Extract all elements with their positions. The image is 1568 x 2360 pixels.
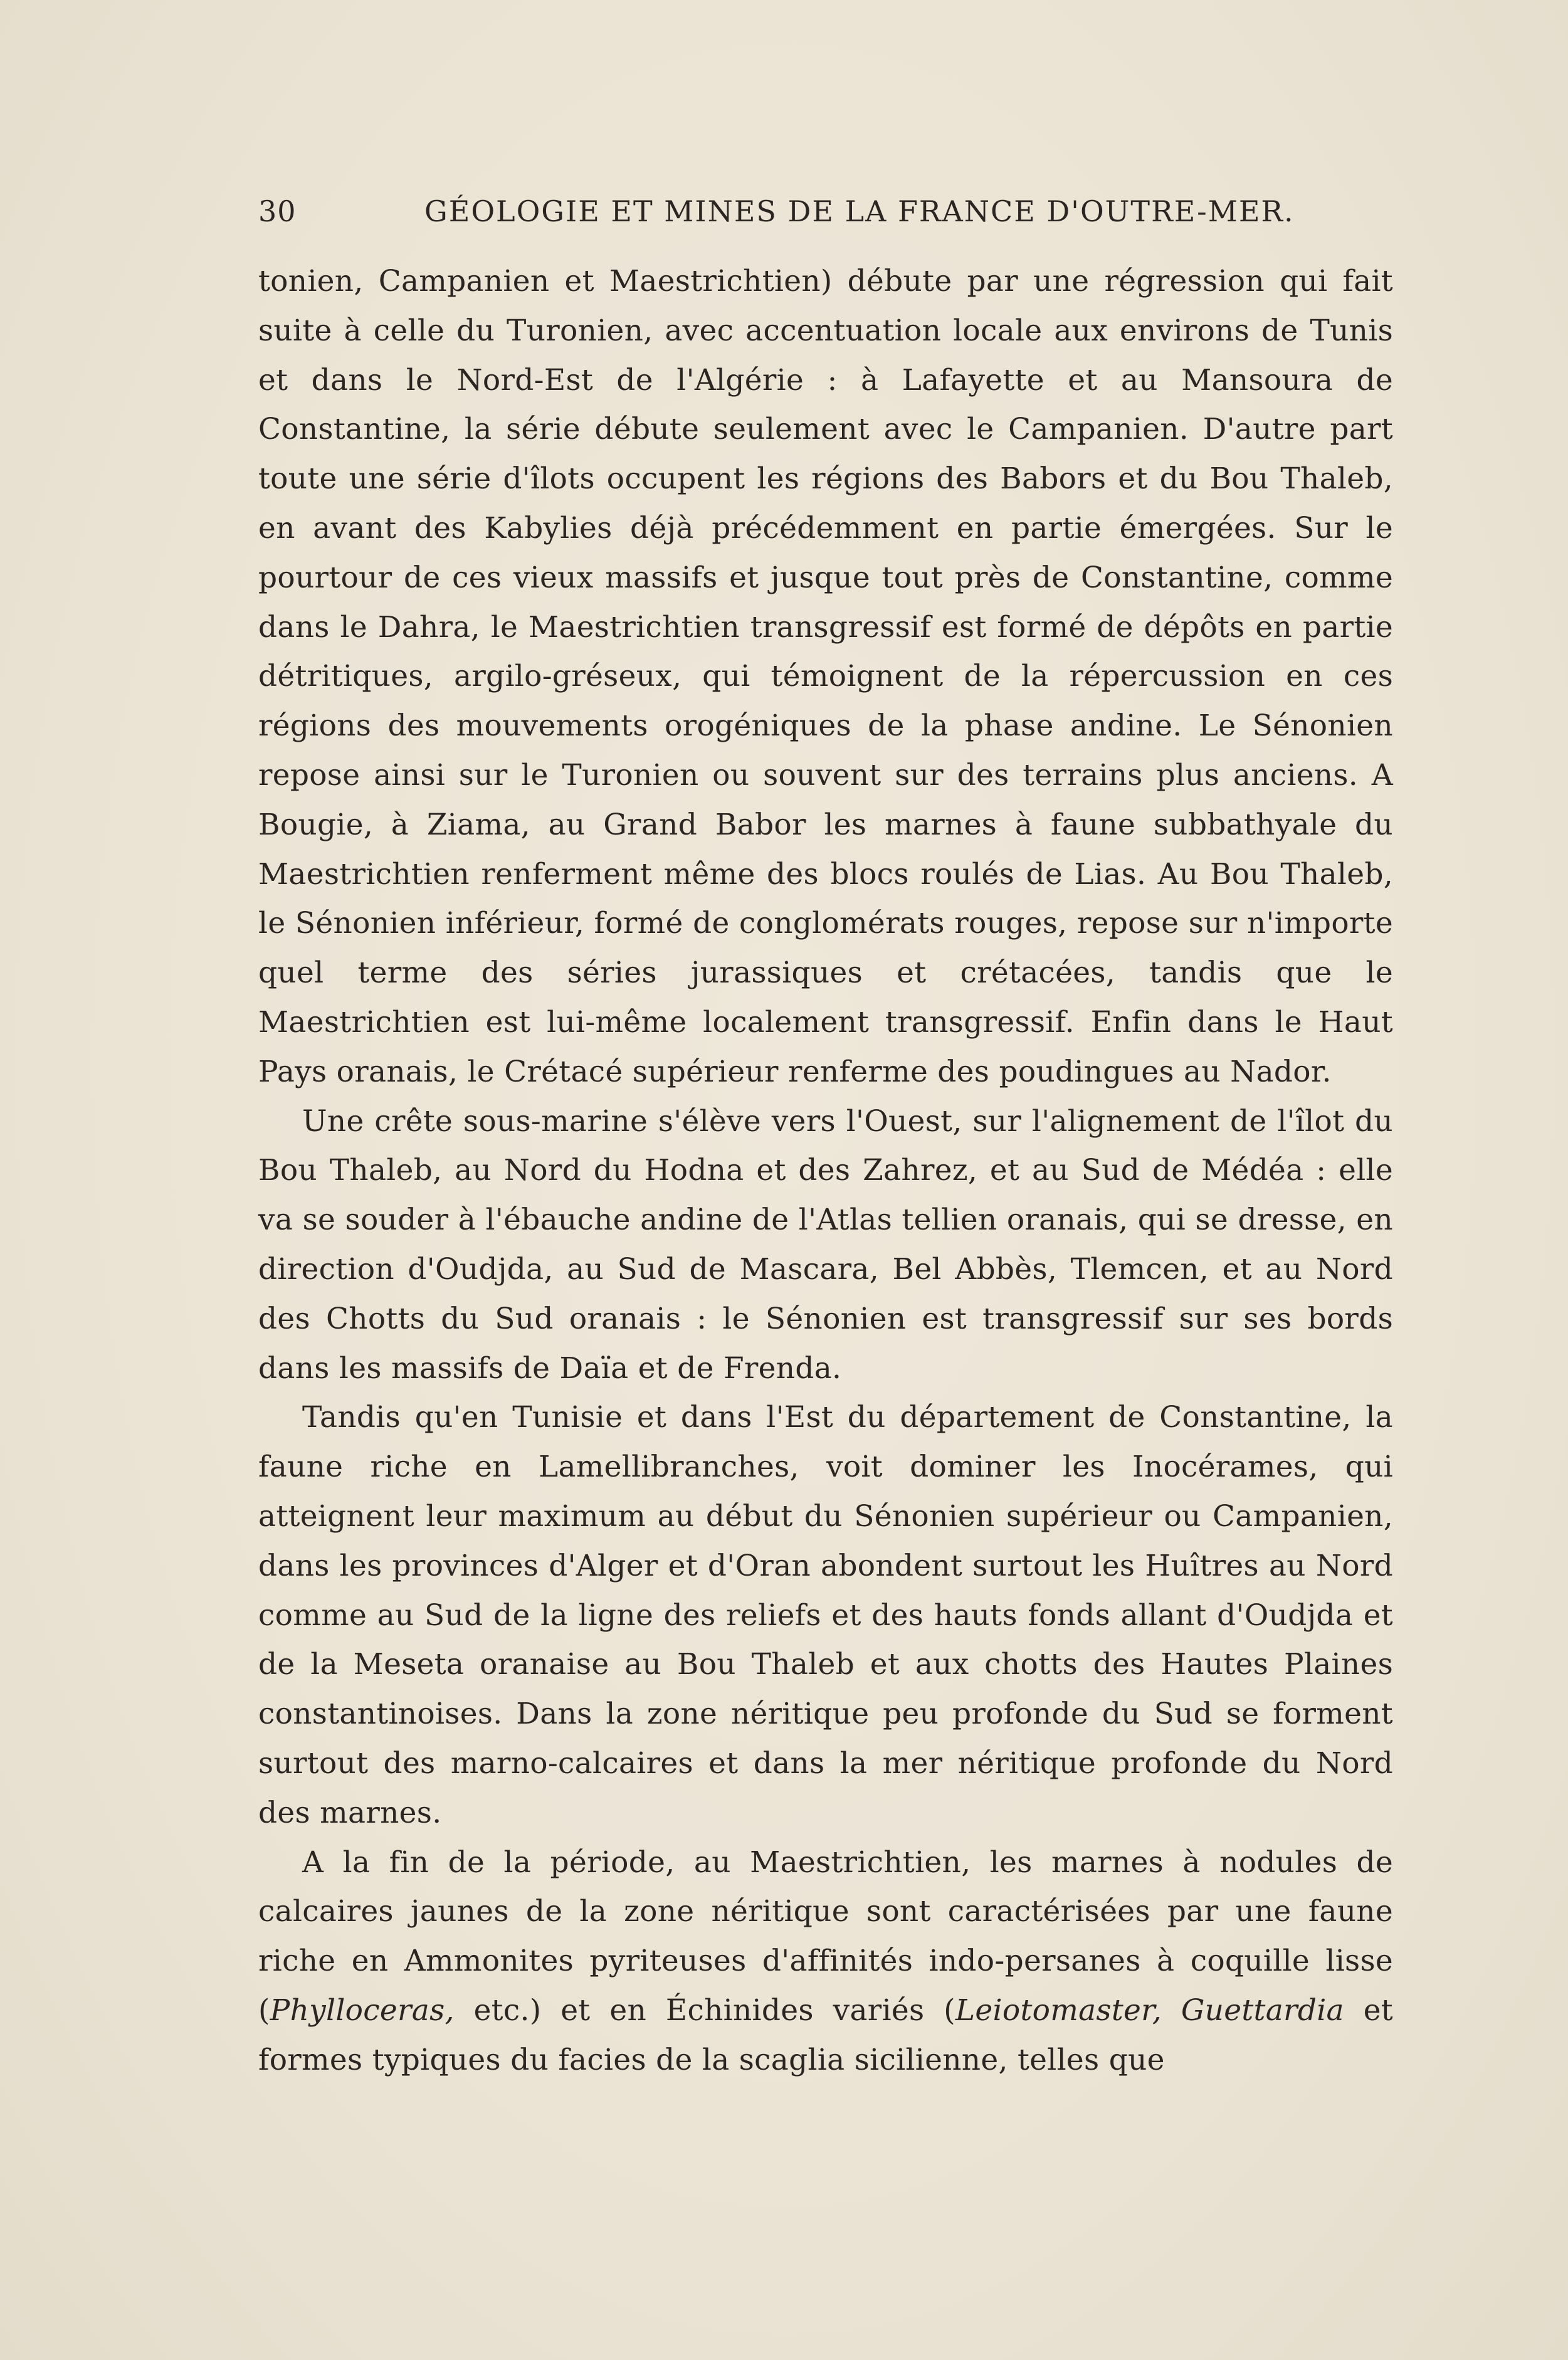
page-header [258,194,1393,238]
paragraph-3: Tandis qu'en Tunisie et dans l'Est du département de Constantine, la faune riche en Lamellibranches, voit dominer les Inocérames, qui atteignent leur maximum au début du Sénonien supérieur ou Campanien, dans les provinces d'Alger et d'Oran abondent surtout les Huîtres au Nord comme au Sud de la ligne des reliefs et des hauts fonds allant d'Oudjda et de la Meseta oranaise au Bou Thaleb et aux chotts des Hautes Plaines constantinoises. Dans la zone néritique peu profonde du Sud se forment surtout des marno-calcaires et dans la mer néritique profonde du Nord des marnes. [258,1400,1393,1830]
paragraph-4-part-1: A la fin de la période, au Maestrichtien, les marnes à nodules de calcaires jaunes de la zone néritique sont caractérisées par une faune riche en Ammonites pyriteuses d'affinités indo-persanes à coquille lisse ( [258,1845,1393,2028]
taxon-phylloceras: Phylloceras, [270,1993,455,2028]
paragraph-4-part-2: etc.) et en Échinides variés ( [454,1993,955,2028]
paragraph-4 [258,1838,1393,2085]
paragraph-4-part-3: et formes typiques du facies de la scaglia sicilienne, telles que [258,1993,1393,2077]
paragraph-1: tonien, Campanien et Maestrichtien) débute par une régression qui fait suite à celle du Turonien, avec accentuation locale aux environs de Tunis et dans le Nord-Est de l'Algérie : à Lafayette et au Mansoura de Constantine, la série débute seulement avec le Campanien. D'autre part toute une série d'îlots occupent les régions des Babors et du Bou Thaleb, en avant des Kabylies déjà précédemment en partie émergées. Sur le pourtour de ces vieux massifs et jusque tout près de Constantine, comme dans le Dahra, le Maestrichtien transgressif est formé de dépôts en partie détritiques, argilo-gréseux, qui témoignent de la répercussion en ces régions des mouvements orogéniques de la phase andine. Le Sénonien repose ainsi sur le Turonien ou souvent sur des terrains plus anciens. A Bougie, à Ziama, au Grand Babor les marnes à faune subbathyale du Maestrichtien renferment même des blocs roulés de Lias. Au Bou Thaleb, le Sénonien inférieur, formé de conglomérats rouges, repose sur n'importe quel terme des séries jurassiques et crétacées, tandis que le Maestrichtien est lui-même localement transgressif. Enfin dans le Haut Pays oranais, le Crétacé supérieur renferme des poudingues au Nador. [258,264,1393,1089]
body-text [258,257,1393,2085]
page-number: 30 [258,194,297,228]
taxon-leiotomaster-guettardia: Leiotomaster, Guettardia [955,1993,1344,2028]
paragraph-2: Une crête sous-marine s'élève vers l'Ouest, sur l'alignement de l'îlot du Bou Thaleb, au Nord du Hodna et des Zahrez, et au Sud de Médéa : elle va se souder à l'ébauche andine de l'Atlas tellien oranais, qui se dresse, en direction d'Oudjda, au Sud de Mascara, Bel Abbès, Tlemcen, et au Nord des Chotts du Sud oranais : le Sénonien est transgressif sur ses bords dans les massifs de Daïa et de Frenda. [258,1104,1393,1386]
running-title: GÉOLOGIE ET MINES DE LA FRANCE D'OUTRE-MER. [424,194,1295,228]
